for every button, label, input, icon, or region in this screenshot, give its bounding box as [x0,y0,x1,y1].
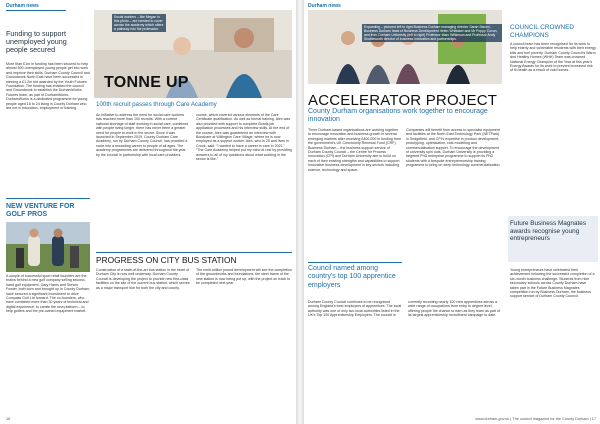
funding-body: More than £1m in funding has been secured to help almost 500 unemployed young people get into work and improve their skills. Durham County Council and Groundwork North East have been successful in winning a £1.2m bid awarded by the Youth Futures Foundation. The funding has enabled the council and Groundwork to establish the DurhamWorks Futures team, as part of DurhamWorks. DurhamWorks is a dedicated programme for young people aged 16 to 24 living in County Durham who are not in education, employment or training. [6,62,90,111]
care-academy-col2: course, which covered various elements of the Care Certificate qualification. As well as formal training, Alex was also provided with support to complete Bonds job application processes and his interview skills. At the end of the course, Alex was guaranteed an interview with Bondcare at Willington Care Village, where he is now employed as a support worker. Alex, who is 25 and lives in Crook, said: "I wanted to have a career in care in 2021." "The Care Academy helped put my mind at rest by providing answers to all of my questions about what working in the sector is like." [196,113,292,162]
golf-rule [6,198,90,199]
tonne-up-title: TONNE UP [104,74,189,91]
right-page-header: Durham news [308,3,341,9]
champions-title: COUNCIL CROWNED CHAMPIONS [510,24,575,39]
left-page-number: 16 [6,417,11,421]
left-header-rule [6,10,66,11]
accelerator-title: ACCELERATOR PROJECT [308,92,498,109]
golfers-image [6,222,90,272]
page-gutter [296,0,304,424]
apprentice-body: Durham County Council continues to be recognised among England's best employers of apprentices. The local authority was one of only two local authorities listed in the UK's Top 100 Apprenticeship Employers. The council is currently recruiting nearly 100 new apprentices across a wide range of occupations from entry to degree level, offering people the chance to earn as they learn as part of its largest apprenticeship recruitment campaign to date. [308,300,501,318]
right-page [304,0,600,424]
bus-rule [96,252,292,253]
magnates-body: Young entrepreneurs have celebrated their achievement following the successful completion of a six-month business challenge. Students from nine secondary schools across County Durham have taken part in the Future Business Magnates competition run by Business Durham, the business support service of Durham County Council. [510,268,595,299]
funding-title: Funding to support unemployed young people secured [6,29,67,55]
bus-col2: The multi-million pound development will see the completion of the groundworks and foundations, the steel frame of the new station is now being put up, with the project on track to be completed next year. [196,268,292,286]
care-academy-subtitle: 100th recruit passes through Care Academy [96,101,217,108]
magnates-title: Future Business Magnates awards recognise young entrepreneurs [510,220,587,243]
golf-title: NEW VENTURE FOR GOLF PROS [6,203,75,218]
accelerator-photo [308,10,502,84]
bus-col1: Construction of a state-of-the-art bus station in the heart of Durham City is now well underway. Durham County Council is developing the project to provide new first-class facilities on the site of the current bus station, which serves as a major transport hub for both the city and county. [96,268,190,290]
accelerator-col1: Three Durham-based organisations are working together to encourage innovation and business growth in several emerging markets after receiving £400,000 in funding from the government's UK Community Renewal Fund (CRF). Business Durham – the business support service of Durham County Council – the Centre for Process Innovation (CPI) and Durham University aim to build on each of their existing strengths and capabilities to support innovative business development in key sectors including science, technology and space. [308,128,402,172]
accelerator-subtitle: County Durham organisations work together to encourage innovation [308,108,488,124]
apprentice-title: Council named among country's top 100 apprentice employers [308,265,396,289]
accelerator-col2: Companies will benefit from access to specialist equipment and facilities at the North East Technology Park (NETPark) in Sedgefield, and CPI's expertise in product development, prototyping, optimisation, cost modelling and commercialisation support. To encourage the development of university spin outs, Durham University is providing a targeted PhD enterprise programme to support its PhD students with a bespoke entrepreneurship training programme to bring on deep technology commercialisation. [406,128,501,168]
accelerator-caption: Expanding – pictured left to right Business Durham managing director Sarah Slaven, Business Durham head of Business Development Helen Whittaker and Mr Poppy Coxon, and from Durham University (left to right) Professor Marc Wilkinson and Professor Andy Shuttleworth director of business innovation and partnerships. [362,24,502,42]
care-academy-col1: An initiative to address the need for social care workers has reached more than 100 recruits. With a current national shortage of staff working in social care, combined with people living longer, there has never been a greater need for people to work in the sector. Since it was launched in September 2019, County Durham Care Academy, run by Durham County Council, has provided a route into a rewarding career to people of all ages. The academy programmes are delivered throughout the year by the council in partnership with local care providers. [96,113,189,157]
right-page-footer: www.durham.gov.uk | The council magazine for the County Durham | 17 [475,417,596,421]
bus-title: PROGRESS ON CITY BUS STATION [96,255,237,265]
golf-photo [6,222,90,272]
apprentice-rule [308,262,402,263]
champions-body: A council team has been recognised for its work to help elderly and vulnerable residents with their energy bills and fuel poverty. Durham County Council's Warm and Healthy Homes (WHH) Team was crowned National Energy Champion of the Year at this year's Energy Awards for its work to prevent increased risk of ill-health as a result of cold homes. [510,42,596,73]
group-photo-image [308,10,502,84]
left-page [0,0,296,424]
golf-body: A couple of successful sport retail founders are the brains behind a new golf company selling second-hand golf equipment. Gary Harris and Steven Fowler, both born and brought up in County Durham, have secured a significant investment to drive Compass Golf Ltd forward. The co-founders, who have combined more than 30 years of technical and digital experience, to create the new platform – to help golfers and the pre-owned equipment market. [6,274,90,314]
care-academy-caption: Social workers – like Megan in this photo – are needed to cover across the academy which offers a pathway into the profession. [112,14,166,32]
left-page-header: Durham news [6,3,39,9]
